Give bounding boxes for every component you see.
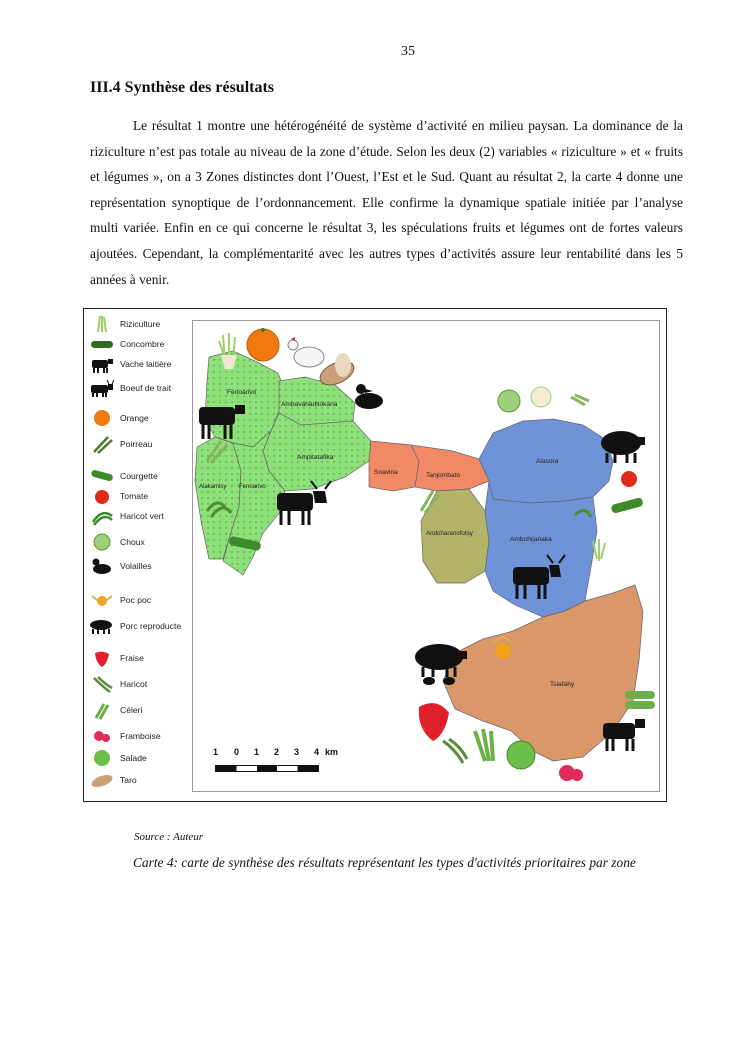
raspberry-icon bbox=[559, 765, 583, 781]
legend-item bbox=[88, 673, 147, 695]
legend-item bbox=[88, 333, 164, 355]
figure-source: Source : Auteur bbox=[134, 831, 204, 843]
bean-icon bbox=[88, 674, 116, 694]
label-ambohijanaka: Ambohijanaka bbox=[510, 536, 552, 543]
zucchini-icon bbox=[611, 497, 644, 514]
scale-bar bbox=[215, 765, 319, 772]
ox-icon bbox=[88, 378, 116, 398]
tomato-icon bbox=[621, 471, 637, 487]
physalis-icon bbox=[88, 590, 116, 610]
legend-label: Concombre bbox=[120, 339, 165, 349]
label-tanjombato: Tanjombato bbox=[426, 472, 461, 479]
label-tsiafahy: Tsiafahy bbox=[550, 681, 575, 688]
raspberry-icon bbox=[88, 726, 116, 746]
legend-item bbox=[88, 407, 149, 429]
orange-icon bbox=[88, 408, 116, 428]
label-ambavahaditokana: Ambavahaditokana bbox=[281, 401, 338, 408]
cow-icon bbox=[88, 354, 116, 374]
leek-icon bbox=[88, 434, 116, 454]
legend-label: Poc poc bbox=[120, 595, 152, 605]
label-alakamisy: Alakamisy bbox=[199, 484, 227, 490]
region-tanjombato bbox=[411, 445, 489, 491]
scale-tick-1: 1 bbox=[254, 747, 260, 757]
synthesis-map-figure bbox=[83, 308, 667, 802]
label-soavina: Soavina bbox=[374, 469, 398, 476]
legend-label: Céleri bbox=[120, 705, 143, 715]
taro-icon bbox=[88, 770, 116, 790]
region-soavina bbox=[369, 441, 419, 491]
celery-icon bbox=[88, 700, 116, 720]
legend-label: Framboise bbox=[120, 731, 161, 741]
scale-tick-2: 2 bbox=[274, 747, 280, 757]
cabbage-icon bbox=[498, 390, 520, 412]
leek-icon bbox=[571, 395, 589, 405]
legend-item bbox=[88, 465, 158, 487]
legend-item bbox=[88, 433, 152, 455]
scale-tick-3: 3 bbox=[294, 747, 300, 757]
pig-icon bbox=[601, 431, 645, 463]
legend-item bbox=[88, 647, 144, 669]
map-svg bbox=[193, 321, 659, 791]
orange-icon bbox=[247, 328, 279, 361]
legend-item bbox=[88, 769, 137, 791]
legend-item bbox=[88, 589, 151, 611]
green-bean-icon bbox=[88, 506, 116, 526]
body-paragraph: Le résultat 1 montre une hétérogénéité de système d’activité en milieu paysan. La dominance de la riziculture n’est pas totale au niveau de la zone d’étude. Selon les deux (2) variables « riziculture » et « fruits et légumes », on a 3 Zones distinctes dont l’Ouest, l’Est et le Sud. Quant au résultat 2, la carte 4 donne une représentation synoptique de l’ordonnancement. Elle confirme la dynamique spatiale initiée par l’analyse multi variée. Enfin en ce qui concerne le résultat 3, les spéculations fruits et légumes ont de fortes valeurs ajoutées. Cependant, la complémentarité avec les autres types d’activités assure leur rentabilité dans les 5 années à venir. bbox=[90, 118, 683, 287]
chicken-icon bbox=[288, 337, 324, 367]
legend-label: Choux bbox=[120, 537, 145, 547]
legend-label: Haricot vert bbox=[120, 511, 164, 521]
legend-label: Orange bbox=[120, 413, 149, 423]
legend-label: Boeuf de trait bbox=[120, 383, 172, 393]
legend-label: Taro bbox=[120, 775, 137, 785]
section-title: III.4 Synthèse des résultats bbox=[90, 79, 275, 96]
legend-item bbox=[88, 699, 142, 721]
pig-icon bbox=[88, 616, 116, 636]
scale-tick-1-left: 1 bbox=[213, 747, 219, 757]
page-number: 35 bbox=[401, 44, 415, 59]
label-andoharanofotsy: Andoharanofotsy bbox=[426, 530, 473, 537]
label-alasora: Alasora bbox=[536, 458, 559, 465]
legend-label: Salade bbox=[120, 753, 147, 763]
legend-label: Haricot bbox=[120, 679, 148, 689]
tomato-icon bbox=[88, 486, 116, 506]
cucumber-icon bbox=[88, 334, 116, 354]
celery-icon bbox=[475, 729, 493, 761]
label-fenoarivo-south: Fenoarivo bbox=[239, 484, 266, 490]
legend-label: Courgette bbox=[120, 471, 158, 481]
legend-item bbox=[88, 615, 181, 637]
figure-caption: Carte 4: carte de synthèse des résultats représentant les types d'activités prioritaires par zone bbox=[133, 855, 636, 870]
cabbage-icon bbox=[88, 532, 116, 552]
zucchini-icon bbox=[88, 466, 116, 486]
legend-item bbox=[88, 531, 145, 553]
legend-item bbox=[88, 725, 161, 747]
legend-label: Vache laitière bbox=[120, 359, 172, 369]
legend-label: Riziculture bbox=[120, 319, 161, 329]
legend-item bbox=[88, 313, 160, 335]
legend-label: Porc reproducte bbox=[120, 621, 182, 631]
legend-item bbox=[88, 485, 148, 507]
legend-item bbox=[88, 505, 164, 527]
label-fenoarivo-north: Fenoarivo bbox=[227, 389, 257, 396]
legend-item bbox=[88, 747, 147, 769]
scale-tick-0: 0 bbox=[234, 747, 240, 757]
duck-icon bbox=[355, 384, 383, 409]
scale-tick-4: 4 bbox=[314, 747, 320, 757]
cow-icon bbox=[603, 719, 645, 751]
lettuce-icon bbox=[88, 748, 116, 768]
map-scale bbox=[213, 747, 339, 777]
scale-unit: km bbox=[325, 747, 339, 757]
legend-item bbox=[88, 377, 171, 399]
strawberry-icon bbox=[88, 648, 116, 668]
strawberry-icon bbox=[419, 703, 449, 741]
region-ampitatafika bbox=[263, 413, 371, 491]
bean-icon bbox=[443, 739, 467, 763]
rice-icon bbox=[88, 314, 116, 334]
label-ampitatafika: Ampitatafika bbox=[297, 454, 334, 461]
cauliflower-icon bbox=[531, 387, 551, 407]
legend-item bbox=[88, 555, 152, 577]
legend-item bbox=[88, 353, 171, 375]
map-area bbox=[192, 320, 660, 792]
legend-label: Poirreau bbox=[120, 439, 153, 449]
legend-label: Volailles bbox=[120, 561, 152, 571]
legend-label: Tomate bbox=[120, 491, 149, 501]
duck-icon bbox=[88, 556, 116, 576]
legend-label: Fraise bbox=[120, 653, 144, 663]
lettuce-icon bbox=[507, 741, 535, 769]
